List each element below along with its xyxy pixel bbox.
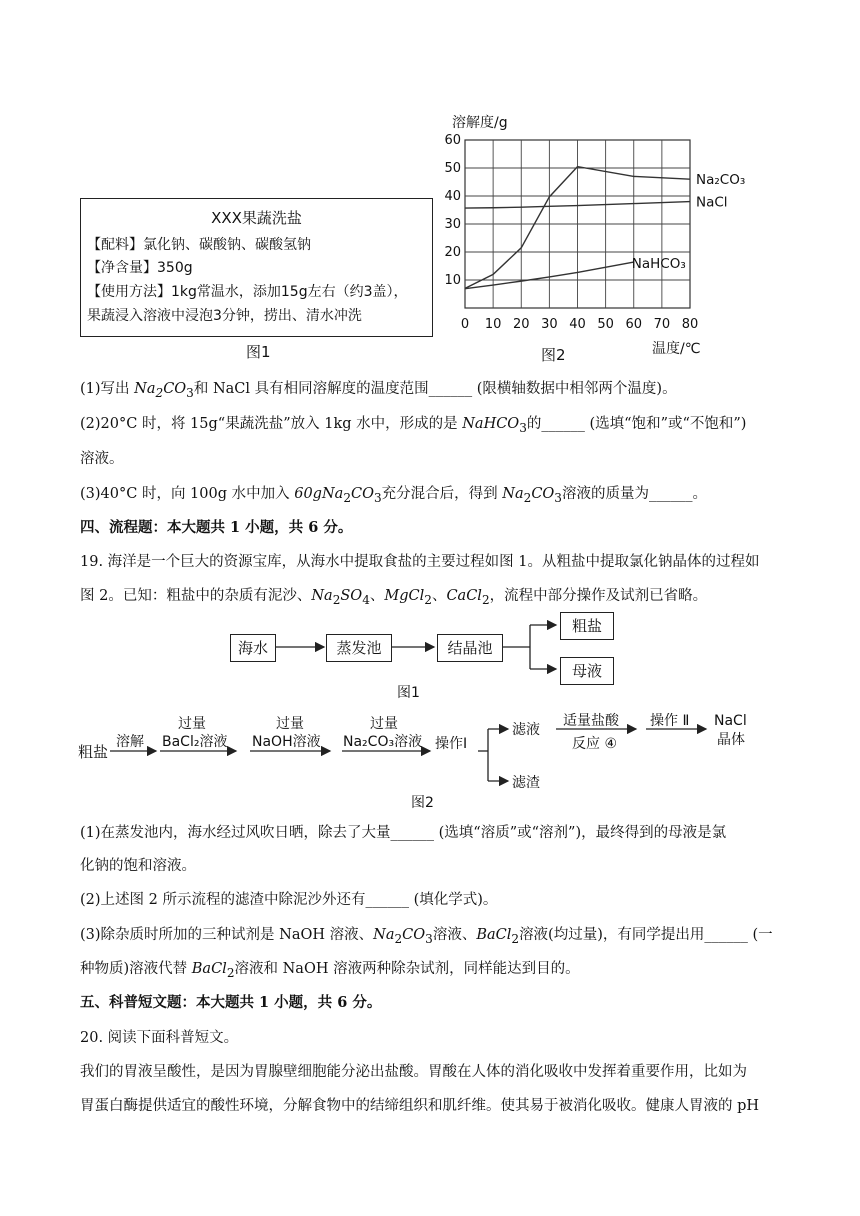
chart-y-tick-label: 40 xyxy=(444,189,461,204)
flow2-end-bottom: 晶体 xyxy=(717,732,745,748)
section4-heading: 四、流程题：本大题共 1 小题，共 6 分。 xyxy=(80,519,353,536)
flow1-evaporation-pond-box: 蒸发池 xyxy=(326,634,392,662)
chart-grid xyxy=(465,140,690,308)
q19-part2: (2)上述图 2 所示流程的滤渣中除泥沙外还有______ (填化学式)。 xyxy=(80,892,498,908)
q19-intro-2: 图 2。已知：粗盐中的杂质有泥沙、$Na_2SO_4$、MgCl$_2$、CaCl$_2$，流程中部分操作及试剂已省略。 xyxy=(80,588,708,607)
flow2-step2-top: 过量 xyxy=(178,716,206,732)
flow1-crystallization-pond-box: 结晶池 xyxy=(437,634,503,662)
flow1-crude-salt-box: 粗盐 xyxy=(560,612,614,640)
solubility-chart xyxy=(440,108,760,366)
chart-x-tick-label: 70 xyxy=(653,317,671,332)
chart-ticks xyxy=(444,133,698,332)
label-ingredients: 【配料】氯化钠、碳酸钠、碳酸氢钠 xyxy=(87,237,311,253)
chart-x-tick-label: 40 xyxy=(569,317,586,332)
flow2-step3-top: 过量 xyxy=(276,716,304,732)
q18-part2-cont: 溶液。 xyxy=(80,451,124,467)
q18-part1: (1)写出 $Na_2CO_3$和 NaCl 具有相同溶解度的温度范围______ (限横轴数据中相邻两个温度)。 xyxy=(80,381,677,400)
q18-part3: (3)40°C 时，向 100g 水中加入 $60gNa_2CO_3$充分混合后，得到 $Na_2CO_3$溶液的质量为______。 xyxy=(80,486,707,505)
figure1-caption: 图1 xyxy=(246,343,271,361)
flow2-crude-salt: 粗盐 xyxy=(78,743,109,761)
flow2-caption: 图2 xyxy=(411,795,434,811)
chart-x-tick-label: 20 xyxy=(512,317,530,332)
flow2-operation-2: 操作 Ⅱ xyxy=(650,713,690,729)
q19-part3-cont: 种物质)溶液代替 BaCl$_2$溶液和 NaOH 溶液两种除杂试剂，同样能达到目的。 xyxy=(80,961,580,980)
flow2-step5-top: 适量盐酸 xyxy=(563,713,619,729)
figure2-caption: 图2 xyxy=(541,346,566,364)
q19-part3: (3)除杂质时所加的三种试剂是 NaOH 溶液、$Na_2CO_3$溶液、BaCl$_2$溶液(均过量)，有同学提出用______ (一 xyxy=(80,927,773,946)
flow2-operation-1: 操作Ⅰ xyxy=(435,736,468,752)
chart-x-tick-label: 80 xyxy=(681,317,699,332)
chart-y-tick-label: 10 xyxy=(444,273,461,288)
chart-labels xyxy=(632,172,746,272)
flow1-arrows xyxy=(0,600,860,690)
q18-part2: (2)20°C 时，将 15g“果蔬洗盐”放入 1kg 水中，形成的是 NaHCO$_3$的______ (选填“饱和”或“不饱和”) xyxy=(80,416,747,435)
chart-x-axis-label: 温度/℃ xyxy=(652,341,701,357)
label-net-weight: 【净含量】350g xyxy=(87,260,193,276)
chart-x-tick-label: 50 xyxy=(597,317,614,332)
q20-paragraph-2: 胃蛋白酶提供适宜的酸性环境，分解食物中的结缔组织和肌纤维。使其易于被消化吸收。健康人胃液的 pH xyxy=(80,1098,760,1114)
chart-y-tick-label: 30 xyxy=(444,217,461,232)
q20-title: 20. 阅读下面科普短文。 xyxy=(80,1030,239,1046)
label-title: XXX果蔬洗盐 xyxy=(211,209,302,227)
section5-heading: 五、科普短文题：本大题共 1 小题，共 6 分。 xyxy=(80,994,382,1011)
q19-part1-cont: 化钠的饱和溶液。 xyxy=(80,858,196,874)
chart-y-tick-label: 50 xyxy=(444,161,461,176)
label-usage-1: 【使用方法】1kg常温水，添加15g左右（约3盖）， xyxy=(87,284,408,300)
flow2-filtrate: 滤液 xyxy=(512,722,540,738)
flow2-residue: 滤渣 xyxy=(512,775,540,791)
flow1-seawater-box: 海水 xyxy=(230,634,276,662)
flow2-dissolve-label: 溶解 xyxy=(116,734,144,750)
chart-y-tick-label: 20 xyxy=(444,245,461,260)
flow1-mother-liquor-box: 母液 xyxy=(560,657,614,685)
chart-x-tick-label: 60 xyxy=(625,317,643,332)
flow2-step3-bottom: NaOH溶液 xyxy=(252,734,321,750)
flow2-end-top: NaCl xyxy=(714,713,747,729)
chart-series-label: NaCl xyxy=(696,194,728,211)
flow2-step2-bottom: BaCl₂溶液 xyxy=(162,734,228,750)
flow1-caption: 图1 xyxy=(397,685,420,701)
chart-x-tick-label: 10 xyxy=(484,317,502,332)
q19-intro-1: 19. 海洋是一个巨大的资源宝库，从海水中提取食盐的主要过程如图 1。从粗盐中提取氯化钠晶体的过程如 xyxy=(80,554,760,570)
chart-x-tick-label: 0 xyxy=(460,317,470,332)
chart-y-tick-label: 60 xyxy=(444,133,461,148)
chart-y-axis-label: 溶解度/g xyxy=(452,115,508,131)
chart-series-label: NaHCO₃ xyxy=(631,256,686,273)
product-label-box xyxy=(80,198,433,337)
chart-series-label: Na₂CO₃ xyxy=(696,172,746,189)
label-usage-2: 果蔬浸入溶液中浸泡3分钟，捞出、清水冲洗 xyxy=(87,308,362,324)
flow2-step4-bottom: Na₂CO₃溶液 xyxy=(343,734,423,750)
q19-part1: (1)在蒸发池内，海水经过风吹日晒，除去了大量______ (选填“溶质”或“溶剂”)，最终得到的母液是氯 xyxy=(80,825,727,841)
flow2-step5-bottom: 反应 ④ xyxy=(572,736,618,752)
q20-paragraph-1: 我们的胃液呈酸性，是因为胃腺壁细胞能分泌出盐酸。胃酸在人体的消化吸收中发挥着重要作用，比如为 xyxy=(80,1064,747,1080)
chart-x-tick-label: 30 xyxy=(541,317,558,332)
flow2-step4-top: 过量 xyxy=(370,716,398,732)
